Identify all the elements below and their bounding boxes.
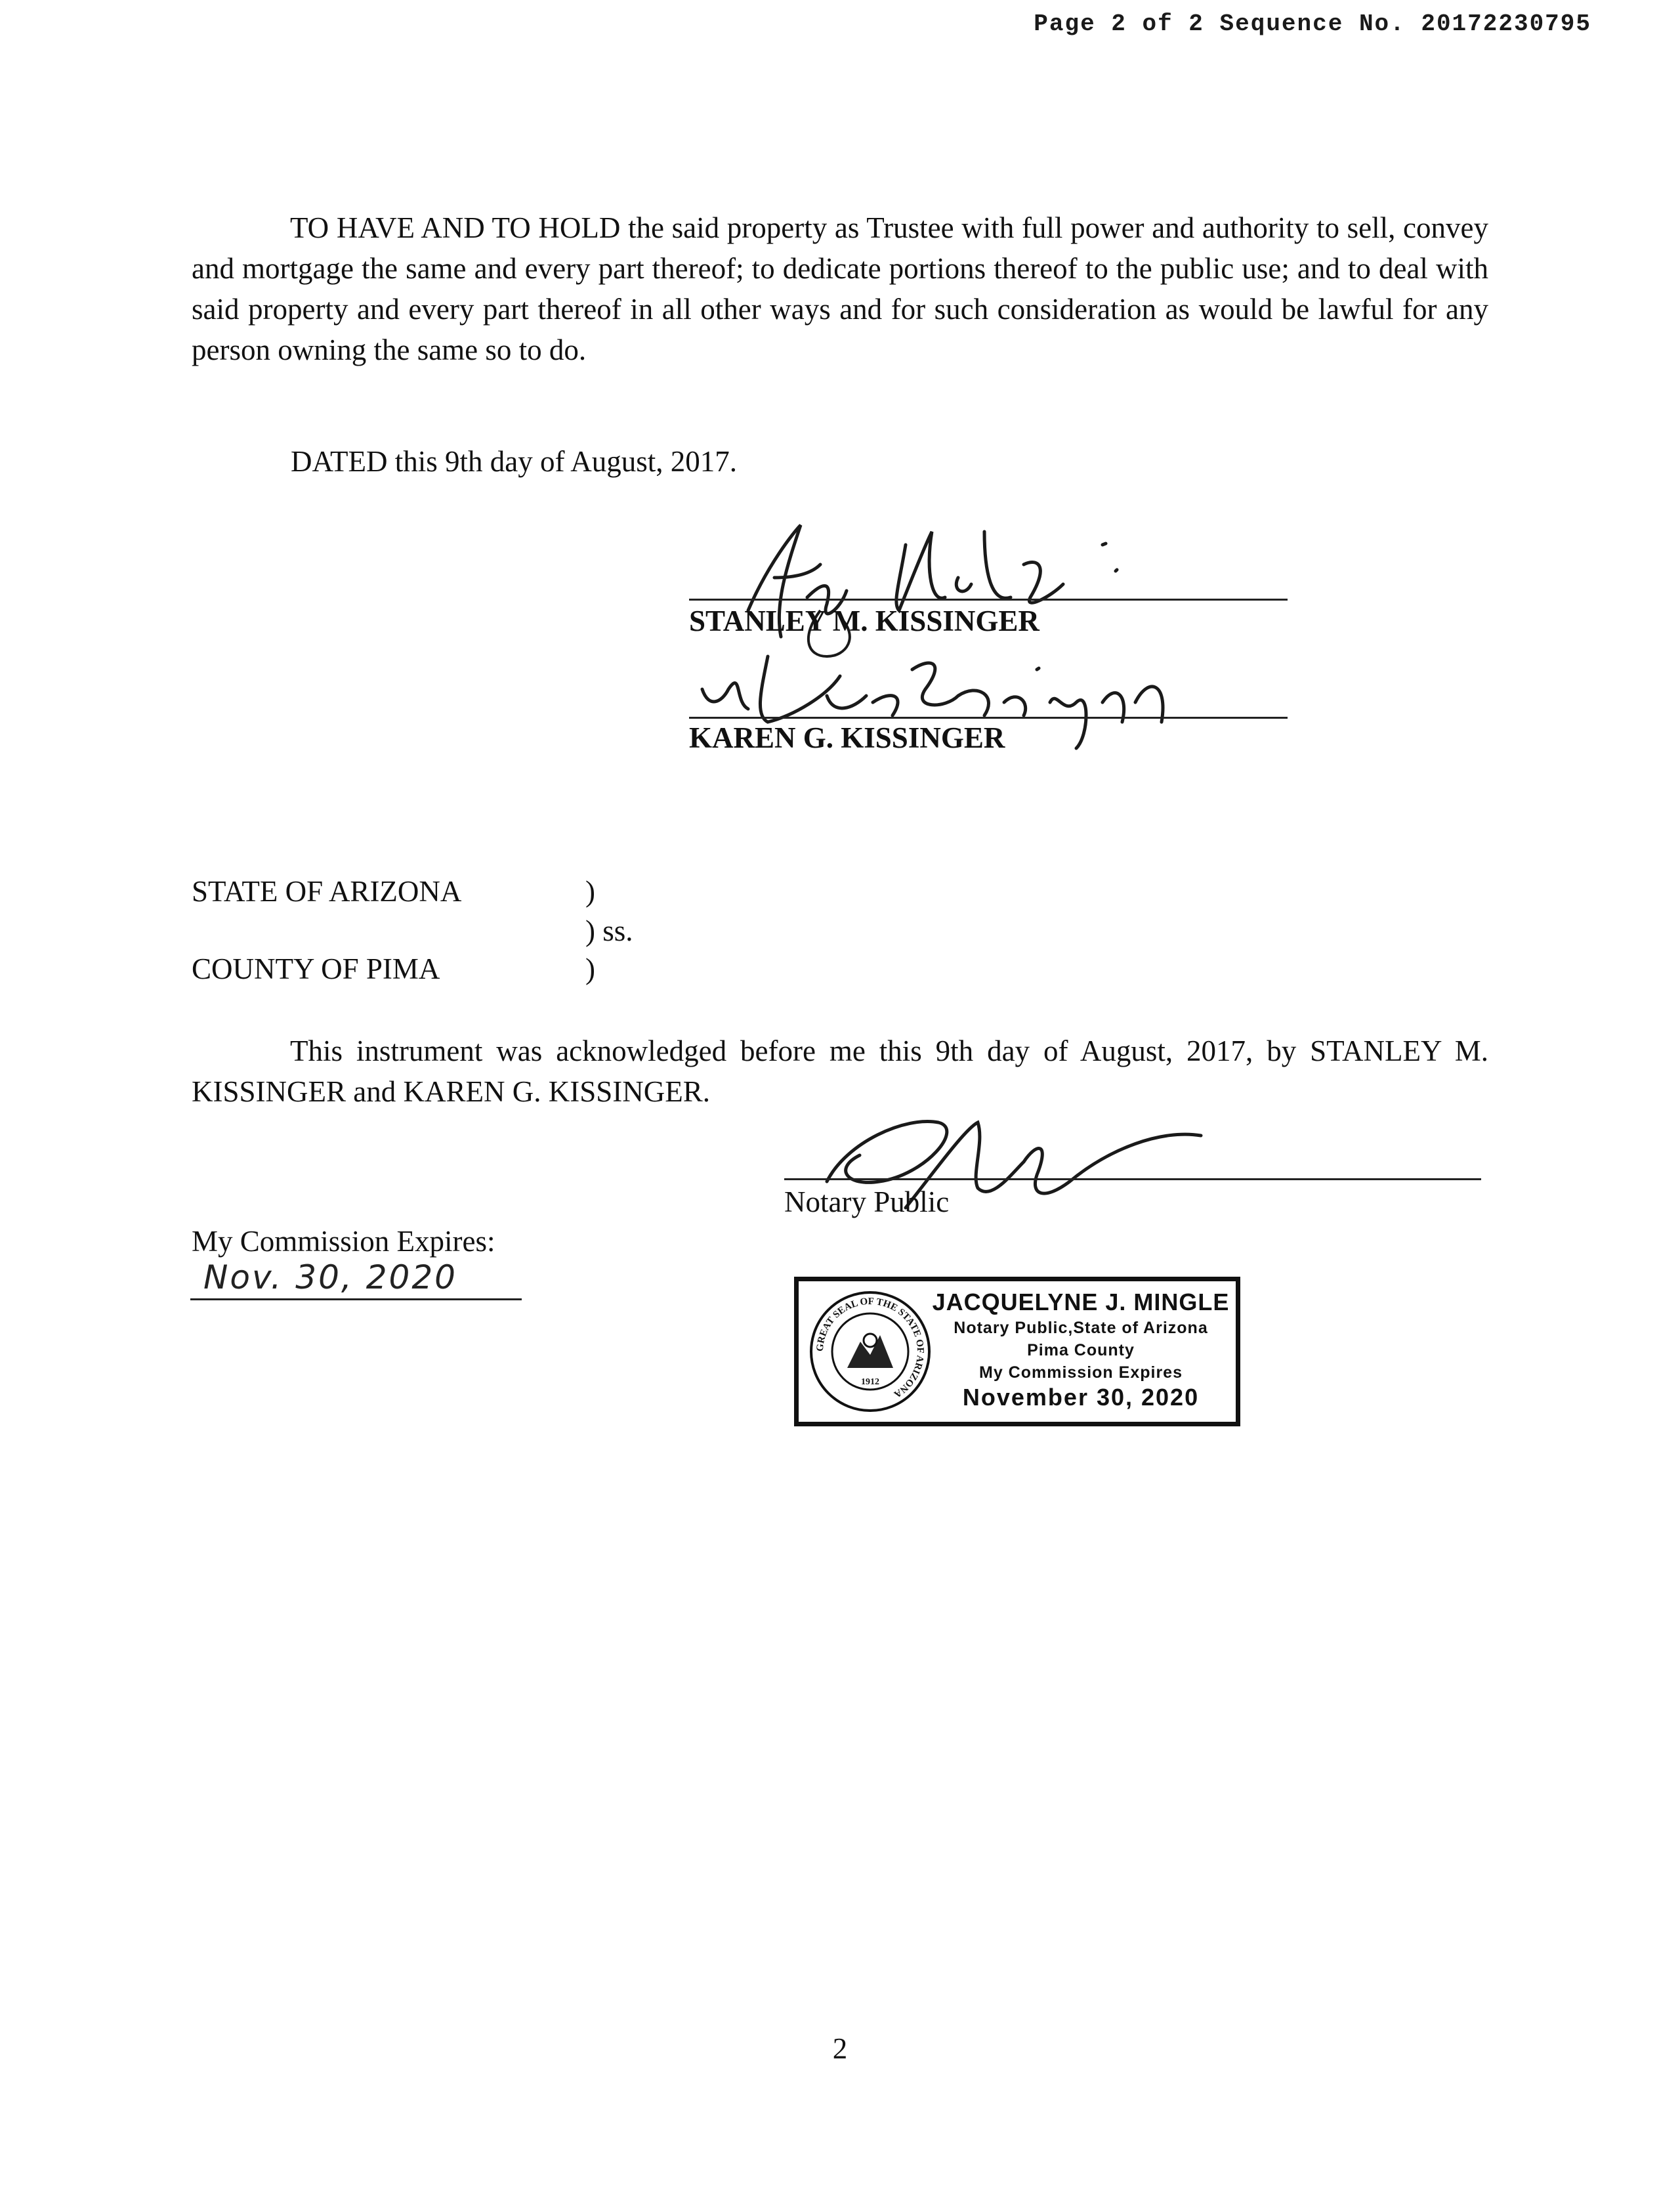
arizona-seal-icon bbox=[808, 1289, 933, 1414]
stanley-name: STANLEY M. KISSINGER bbox=[689, 605, 1040, 637]
dated-line: DATED this 9th day of August, 2017. bbox=[291, 445, 737, 478]
svg-text:1912: 1912 bbox=[861, 1377, 879, 1387]
venue-paren-ss: ) ss. bbox=[585, 914, 633, 947]
acknowledgment-paragraph bbox=[192, 1031, 1488, 1112]
venue-paren-top: ) bbox=[585, 875, 595, 908]
notary-public-label: Notary Public bbox=[784, 1185, 950, 1218]
acknowledgment-text: This instrument was acknowledged before me this 9th day of August, 2017, by STANLEY M. KISSINGER and KAREN G. KISSINGER. bbox=[192, 1034, 1488, 1108]
commission-handwritten-date: Nov. 30, 2020 bbox=[203, 1258, 457, 1296]
habendum-text: TO HAVE AND TO HOLD the said property as Trustee with full power and authority to sell, convey and mortgage the same and every part thereof; to dedicate portions thereof to the public use; and to deal with said property and every part thereof in all other ways and for such consideration as would be lawful for any person owning the same so to do. bbox=[192, 211, 1488, 366]
habendum-paragraph bbox=[192, 207, 1488, 370]
notary-stamp bbox=[794, 1277, 1240, 1426]
commission-date-line bbox=[190, 1298, 522, 1300]
venue-state: STATE OF ARIZONA bbox=[192, 875, 462, 908]
karen-signature-line bbox=[689, 717, 1288, 719]
stamp-notary-title: Notary Public,State of Arizona bbox=[954, 1319, 1208, 1337]
stamp-county: Pima County bbox=[1027, 1341, 1135, 1359]
karen-name: KAREN G. KISSINGER bbox=[689, 721, 1005, 754]
venue-paren-bottom: ) bbox=[585, 952, 595, 985]
stamp-commission-label: My Commission Expires bbox=[979, 1363, 1183, 1382]
svg-text:GREAT SEAL OF THE STATE OF ARI: GREAT SEAL OF THE STATE OF ARIZONA bbox=[814, 1296, 926, 1399]
stamp-commission-date: November 30, 2020 bbox=[962, 1384, 1200, 1411]
stanley-signature-line bbox=[689, 599, 1288, 601]
notary-signature-line bbox=[784, 1178, 1481, 1180]
stamp-notary-name: JACQUELYNE J. MINGLE bbox=[932, 1289, 1230, 1315]
stamp-text-block bbox=[927, 1288, 1235, 1411]
page-sequence-header: Page 2 of 2 Sequence No. 20172230795 bbox=[1034, 11, 1591, 37]
page-number: 2 bbox=[832, 2032, 848, 2065]
venue-county: COUNTY OF PIMA bbox=[192, 952, 440, 985]
commission-expires-label: My Commission Expires: bbox=[192, 1225, 495, 1258]
